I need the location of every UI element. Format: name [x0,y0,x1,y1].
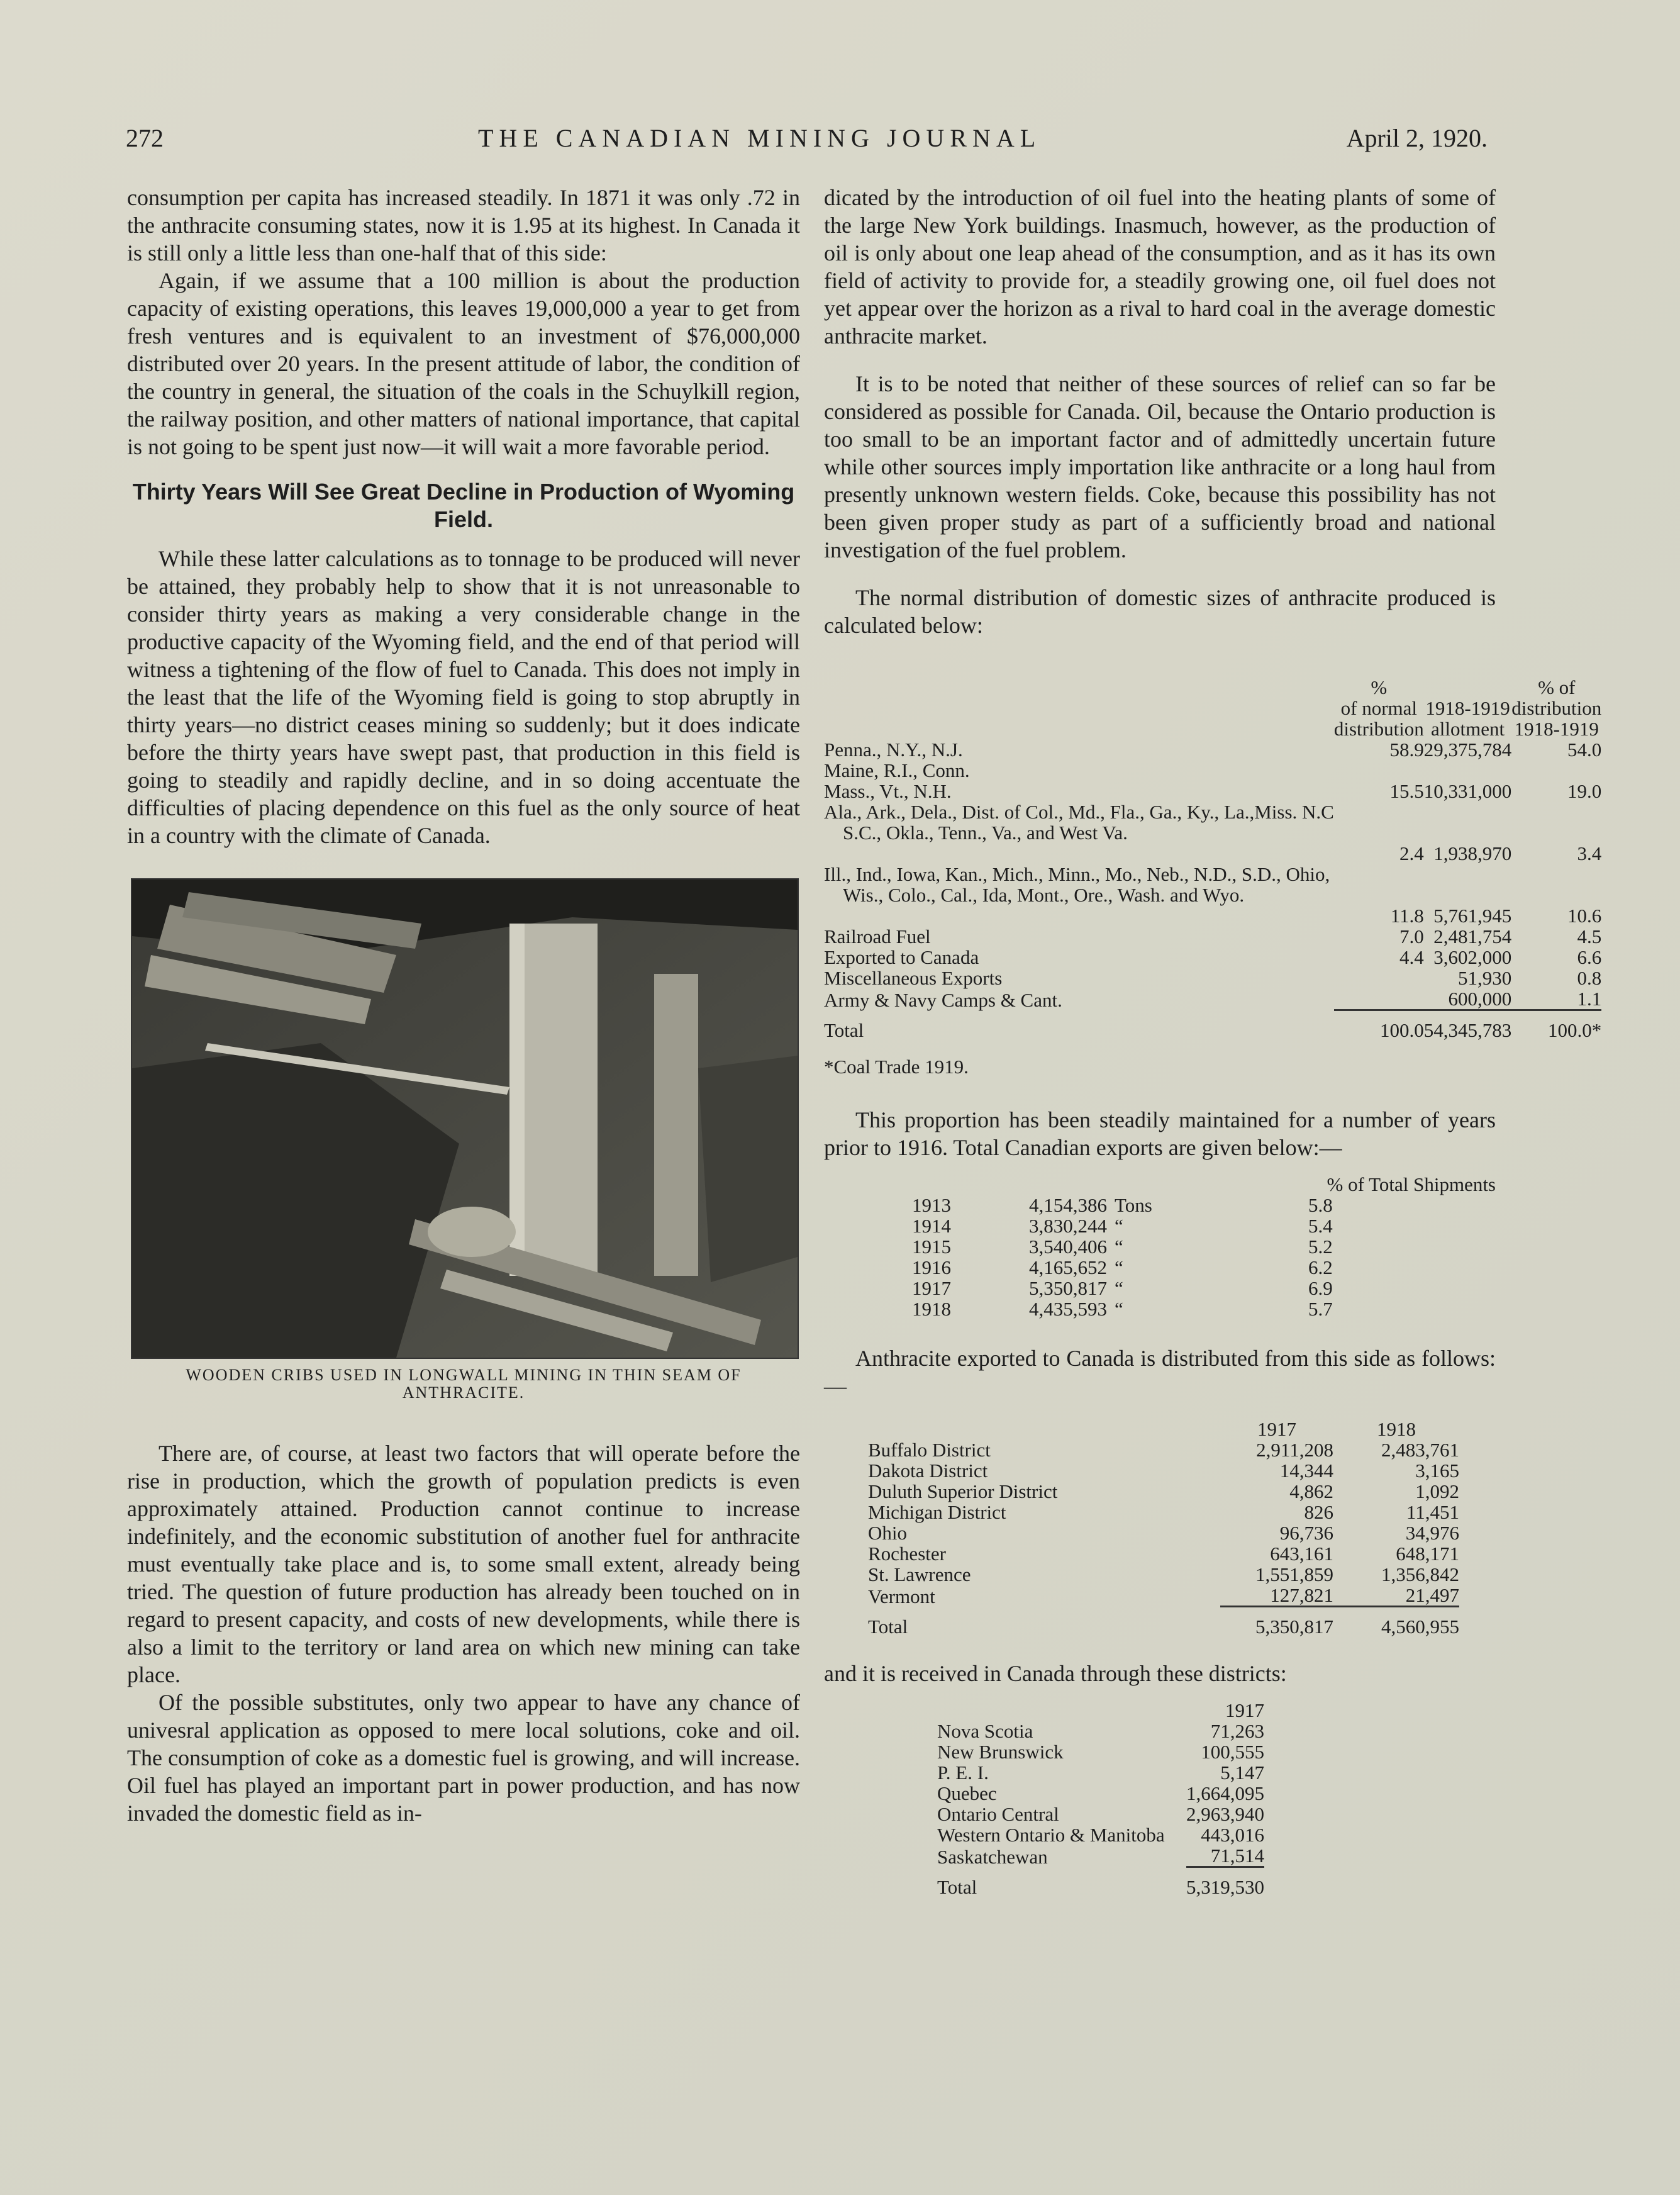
right-column [824,184,1602,1898]
table-cell: 34,976 [1405,1522,1459,1544]
table-cell: 6.2 [1308,1256,1333,1278]
distribution-table-header [824,677,1601,739]
table-cell: 3,830,244 [1029,1215,1107,1237]
table-cell: 96,736 [1279,1522,1333,1544]
table-cell: Ontario Central [937,1803,1059,1825]
wooden-cribs-photo-image [132,880,798,1358]
table-row [912,1278,1496,1299]
header-cell: % of Total Shipments [1327,1173,1496,1195]
table-cell [1334,864,1424,885]
table-cell: 1918 [912,1298,951,1320]
page-header [126,123,1488,161]
table-cell: “ [1115,1256,1123,1278]
paragraph: There are, of course, at least two factors that will operate before the rise in production, which the growth of population predicts is even approximately attained. Production cannot continue to increase indefinitely, and the economic substitution of another fuel for anthracite must eventually take place and is, to some small extent, already being tried. The question of future production has already been touched on in regard to present capacity, and costs of new developments, while there is also a limit to the territory or land area on which new mining can take place. [127,1441,800,1687]
table-cell: Duluth Superior District [868,1480,1058,1502]
paragraph: While these latter calculations as to tonnage to be produced will never be attained, they probably help to show that it is not unreasonable to consider thirty years as making a very considerable change in the productive capacity of the Wyoming field, and the end of that period will witness a tightening of the flow of fuel to Canada. This does not imply in the least that the life of the Wyoming field is going to stop abruptly in thirty years—no district ceases mining so suddenly; but it does indicate before the thirty years have swept past, that production in this field is going to steadily and rapidly decline, and in so doing accentuate the difficulties of placing dependence on this fuel as the only source of heat in a country with the climate of Canada. [127,546,800,848]
table-row [912,1195,1496,1215]
table-cell: Maine, R.I., Conn. [824,759,970,781]
table-cell: 7.0 [1399,925,1424,947]
table-cell: 3,540,406 [1029,1236,1107,1258]
total-label: Total [824,1019,864,1041]
table-row [868,1522,1459,1543]
table-cell: 643,161 [1270,1543,1333,1565]
table-total-row [868,1607,1459,1638]
table-cell: St. Lawrence [868,1563,971,1585]
paragraph: Again, if we assume that a 100 million is about the production capacity of existing operations, this leaves 19,000,000 a year to get from fresh ventures and is equivalent to an investment of $76,000,000 distributed over 20 years. In the present attitude of labor, the condition of the country in general, the situation of the coals in the Schuylkill region, the railway position, and other matters of national importance, that capital is not going to be spent just now—it will wait a more favorable period. [127,268,800,459]
table-cell: Nova Scotia [937,1720,1033,1742]
table-cell: Dakota District [868,1460,988,1482]
table-cell [1424,760,1512,781]
table-row [868,1481,1459,1502]
table-cell: Army & Navy Camps & Cant. [824,988,1062,1011]
table-cell: 127,821 [1270,1584,1333,1606]
table-cell: 648,171 [1396,1543,1459,1565]
table-cell [1334,988,1424,1010]
table-cell: 4,154,386 [1029,1194,1107,1216]
table-cell: Mass., Vt., N.H. [824,780,952,802]
table-cell: 4,165,652 [1029,1256,1107,1278]
photo-caption: WOODEN CRIBS USED IN LONGWALL MINING IN THIN SEAM OF ANTHRACITE. [186,1366,742,1402]
paragraph: Anthracite exported to Canada is distributed from this side as follows:— [824,1346,1496,1399]
table-total-row [824,1010,1601,1041]
header-cell: of normal [1340,697,1418,719]
table-cell: “ [1115,1215,1123,1237]
table-cell: 15.5 [1389,780,1424,802]
table-cell [1424,885,1512,905]
table-row [937,1721,1264,1741]
table-cell: Tons [1115,1194,1152,1216]
table-cell: 1,092 [1415,1480,1459,1502]
table-cell: 5,319,530 [1186,1867,1264,1898]
table-cell: 5.2 [1308,1236,1333,1258]
table-cell: 1915 [912,1236,951,1258]
table-cell: 826 [1304,1501,1333,1523]
page-number: 272 [126,124,164,152]
table-cell [824,843,1334,864]
table-cell: 6.9 [1308,1277,1333,1299]
table-cell [1334,885,1424,905]
table-cell: 5,761,945 [1433,905,1512,927]
table-cell: Wis., Colo., Cal., Ida, Mont., Ore., Wash. and Wyo. [843,884,1245,906]
table-row [824,781,1601,801]
header-cell: % [1371,676,1388,698]
table-cell: 19.0 [1567,780,1602,802]
exports-table [912,1174,1496,1319]
provinces-table [937,1700,1264,1897]
table-cell [1511,885,1601,905]
table-cell [1334,801,1424,822]
table-cell: 2,963,940 [1186,1803,1264,1825]
table-row [824,843,1601,864]
table-cell: “ [1115,1298,1123,1320]
table-cell [1334,968,1424,988]
table-row [868,1585,1459,1607]
table-cell: 54.0 [1567,739,1602,761]
table-cell: S.C., Okla., Tenn., Va., and West Va. [843,822,1128,844]
table-cell: 3.4 [1577,842,1602,864]
header-cell: distribution [1333,718,1424,740]
table-cell: 11.8 [1390,905,1424,927]
paragraph: dicated by the introduction of oil fuel into the heating plants of some of the large New York buildings. Inasmuch, however, as the production of oil is only about one leap ahead of the consumption, and as it has its own field of activity to provide for, a steadily growing one, oil fuel does not yet appear over the horizon as a rival to hard coal in the average domestic anthracite market. [824,185,1496,349]
table-row [937,1804,1264,1824]
table-row [868,1460,1459,1481]
provinces-table-header [937,1700,1264,1721]
table-cell: 3,165 [1415,1460,1459,1482]
table-cell: 5.8 [1308,1194,1333,1216]
table-cell: 1,664,095 [1186,1782,1264,1804]
table-cell: Vermont [868,1585,935,1607]
table-cell [1511,822,1601,843]
table-cell [1424,864,1512,885]
table-cell [1424,822,1512,843]
table-cell: 71,263 [1210,1720,1264,1742]
districts-table-header [868,1419,1459,1439]
table-cell: 0.8 [1577,967,1602,989]
table-cell: 6.6 [1577,946,1602,968]
table-cell: 100,555 [1201,1741,1264,1763]
table-cell: 4,560,955 [1333,1607,1459,1638]
districts-table-body [868,1439,1459,1607]
table-cell: 4,862 [1289,1480,1333,1502]
table-cell: 5,350,817 [1029,1277,1107,1299]
table-cell: 2,481,754 [1433,925,1512,947]
districts-table [868,1419,1459,1637]
table-cell [1511,760,1601,781]
exports-table-body [912,1195,1496,1319]
table-cell [1511,801,1601,822]
table-cell: 29,375,784 [1423,739,1512,761]
table-cell [824,905,1334,926]
table-cell: 71,514 [1210,1845,1264,1867]
table-row [868,1564,1459,1585]
table-cell: 1,356,842 [1381,1563,1459,1585]
table-cell [1424,801,1512,822]
table-row [912,1299,1496,1319]
table-cell: P. E. I. [937,1762,989,1784]
table-row [824,822,1601,843]
paragraph: Of the possible substitutes, only two appear to have any chance of univesral application as opposed to mere local solutions, coke and oil. The consumption of coke as a domestic fuel is growing, and will increase. Oil fuel has played an important part in power production, and has now invaded the domestic field as in- [127,1690,800,1826]
table-cell: 5.4 [1308,1215,1333,1237]
table-row [824,739,1601,760]
table-cell: 4.4 [1399,946,1424,968]
table-cell: Saskatchewan [937,1845,1048,1868]
table-row [824,801,1601,822]
table-row [937,1824,1264,1845]
table-cell: “ [1115,1277,1123,1299]
header-cell: allotment [1431,718,1505,740]
journal-title: THE CANADIAN MINING JOURNAL [478,124,1042,152]
mine-photo [131,878,799,1359]
table-cell: Rochester [868,1543,946,1565]
table-cell: 100.0 [1334,1010,1424,1041]
total-label: Total [868,1616,908,1638]
left-column [127,184,800,1827]
table-cell: 100.0* [1511,1010,1601,1041]
table-cell: 1,551,859 [1255,1563,1333,1585]
paragraph: consumption per capita has increased steadily. In 1871 it was only .72 in the anthracite consuming states, now it is 1.95 at its highest. In Canada it is still only a little less than one-half that of this side: [127,185,800,265]
table-cell: 2,483,761 [1381,1439,1459,1461]
table-row [868,1439,1459,1460]
table-cell: Michigan District [868,1501,1006,1523]
table-cell: 5,350,817 [1220,1607,1333,1638]
table-cell: 51,930 [1458,967,1512,989]
table-cell: 54,345,783 [1424,1010,1512,1041]
table-row [824,988,1601,1010]
table-cell: 11,451 [1406,1501,1459,1523]
table-row [824,968,1601,988]
table-cell: Ala., Ark., Dela., Dist. of Col., Md., Fla., Ga., Ky., La.,Miss. N.C [824,801,1334,823]
table-cell: 10.6 [1567,905,1602,927]
table-row [824,864,1601,885]
table-cell: Railroad Fuel [824,925,931,947]
table-cell: New Brunswick [937,1741,1064,1763]
provinces-table-body [937,1721,1264,1867]
exports-table-header [912,1174,1496,1195]
header-cell: 1918-1919 [1514,718,1599,740]
table-cell: Penna., N.Y., N.J. [824,739,963,761]
table-cell: Miscellaneous Exports [824,967,1003,989]
table-cell: 1916 [912,1256,951,1278]
table-row [824,947,1601,968]
table-cell: 10,331,000 [1423,780,1512,802]
header-cell: 1918 [1377,1418,1416,1440]
paragraph: and it is received in Canada through these districts: [824,1661,1287,1686]
table-row [824,926,1601,947]
paragraph: The normal distribution of domestic sizes of anthracite produced is calculated below: [824,585,1496,638]
table-row [937,1845,1264,1867]
issue-date: April 2, 1920. [1346,124,1488,152]
table-row [868,1543,1459,1564]
header-cell: % of [1538,676,1576,698]
table-cell: 1913 [912,1194,951,1216]
header-cell: 1917 [1257,1418,1296,1440]
table-cell: 600,000 [1448,988,1512,1010]
table-cell: 4,435,593 [1029,1298,1107,1320]
table-cell: Exported to Canada [824,946,979,968]
table-cell: “ [1115,1236,1123,1258]
table-cell [1334,822,1424,843]
table-cell: Buffalo District [868,1439,991,1461]
header-cell: 1917 [1225,1699,1264,1721]
table-cell: 443,016 [1201,1824,1264,1846]
table-cell [1511,864,1601,885]
table-row [912,1236,1496,1257]
table-row [824,760,1601,781]
table-cell: Western Ontario & Manitoba [937,1824,1165,1846]
table-cell: Ill., Ind., Iowa, Kan., Mich., Minn., Mo., Neb., N.D., S.D., Ohio, [824,863,1330,885]
table-cell: 5.7 [1308,1298,1333,1320]
table-cell: 1.1 [1577,988,1602,1010]
table-cell: 21,497 [1405,1584,1459,1606]
total-label: Total [937,1876,977,1898]
paragraph: This proportion has been steadily maintained for a number of years prior to 1916. Total Canadian exports are given below:— [824,1107,1496,1160]
distribution-table-body [824,739,1601,1010]
table-row [824,885,1601,905]
table-cell: 3,602,000 [1433,946,1512,968]
paragraph: It is to be noted that neither of these sources of relief can so far be considered as possible for Canada. Oil, because the Ontario production is too small to be an important factor and of admittedly uncertain future while other sources imply importation like anthracite or a long haul from presently unknown western fields. Coke, because this possibility has not been given proper study as part of a sufficiently broad and national investigation of the fuel problem. [824,371,1496,562]
table-row [868,1502,1459,1522]
table-cell: Quebec [937,1782,997,1804]
table-cell: 58.9 [1389,739,1424,761]
distribution-table [824,677,1601,1041]
table-cell: 1917 [912,1277,951,1299]
table-cell [1334,760,1424,781]
table-row [912,1215,1496,1236]
table-cell: 2.4 [1399,842,1424,864]
table-row [912,1257,1496,1278]
table-footnote: *Coal Trade 1919. [824,1056,969,1078]
table-cell: 1914 [912,1215,951,1237]
header-cell: distribution [1511,697,1602,719]
table-total-row [937,1867,1264,1898]
section-heading: Thirty Years Will See Great Decline in Production of Wyoming Field. [132,479,795,532]
table-cell: 2,911,208 [1256,1439,1333,1461]
table-row [824,905,1601,926]
table-cell: 5,147 [1220,1762,1264,1784]
table-row [937,1783,1264,1804]
table-cell: Ohio [868,1522,907,1544]
table-row [937,1741,1264,1762]
table-cell: 1,938,970 [1433,842,1512,864]
table-cell: 4.5 [1577,925,1602,947]
table-cell: 14,344 [1279,1460,1333,1482]
table-row [937,1762,1264,1783]
header-cell: 1918-1919 [1425,697,1510,719]
